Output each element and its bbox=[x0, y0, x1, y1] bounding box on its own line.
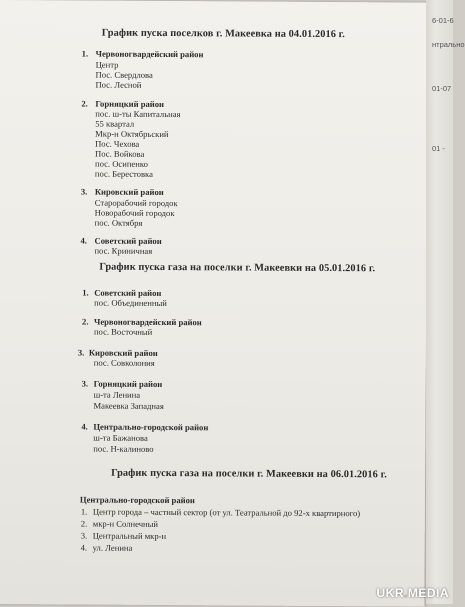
s1-d2-name: Горняцкий район bbox=[95, 98, 165, 110]
s2-d4-num: 3. bbox=[81, 378, 89, 389]
s3-item-text: Центр города – частный сектор (от ул. Театральной до 92-х квартирного) bbox=[92, 506, 361, 519]
next-page-edge bbox=[426, 0, 465, 604]
s3-item-num: 2. bbox=[80, 518, 88, 529]
s2-d2-name: Червоногвардейский район bbox=[94, 316, 202, 328]
watermark-dot: . bbox=[403, 586, 408, 600]
watermark-text-rest: MEDIA bbox=[407, 586, 449, 600]
s1-d1-item: Пос. Свердлова bbox=[95, 69, 153, 80]
s1-d4-item: пос. Криничная bbox=[94, 245, 153, 256]
ukr-media-watermark bbox=[376, 586, 449, 600]
s2-d1-item: пос. Объединенный bbox=[94, 297, 167, 309]
s1-d2-item: пос. ш-ты Капитальная bbox=[95, 108, 181, 120]
s3-item-text: ул. Ленина bbox=[92, 542, 133, 553]
section-2-title: График пуска газа на поселки г. Макеевки на 05.01.2016 г. bbox=[99, 261, 376, 275]
s1-d3-item: Старорабочий городок bbox=[94, 197, 178, 209]
s2-d4-item: Макеевка Западная bbox=[93, 400, 164, 412]
s2-d5-item: ш-та Бажанова bbox=[93, 432, 148, 443]
s2-d3-name: Кировский район bbox=[88, 347, 158, 358]
s3-district-name: Центрально-городской район bbox=[79, 494, 195, 506]
s1-d2-item: Пос. Чехова bbox=[95, 138, 140, 149]
s1-d1-item: Центр bbox=[95, 59, 119, 70]
s3-item-text: мкр-н Солнечный bbox=[92, 518, 159, 529]
s3-item-num: 3. bbox=[80, 530, 88, 541]
s2-d2-num: 2. bbox=[82, 316, 89, 327]
s2-d5-num: 4. bbox=[81, 421, 88, 432]
s3-item-num: 4. bbox=[80, 542, 88, 553]
s1-d2-num: 2. bbox=[81, 98, 88, 109]
s2-d4-item: ш-та Ленина bbox=[93, 389, 141, 400]
s2-d3-item: пос. Совколония bbox=[93, 357, 155, 368]
s1-d4-num: 4. bbox=[80, 235, 88, 246]
s2-d3-num: 3. bbox=[77, 347, 85, 358]
s1-d1-item: Пос. Лесной bbox=[95, 79, 142, 90]
section-1-title: График пуска поселков г. Макеевка на 04.01.2016 г. bbox=[101, 27, 346, 41]
s1-d3-item: Новорабочий городок bbox=[94, 207, 175, 219]
s1-d2-item: пос. Берестовка bbox=[94, 168, 153, 179]
s2-d1-name: Советский район bbox=[94, 287, 162, 298]
s1-d3-item: пос. Октября bbox=[94, 217, 143, 228]
s1-d2-item: пос. Осипенко bbox=[94, 158, 148, 169]
s2-d5-name: Центрально-городской район bbox=[93, 421, 209, 433]
s2-d1-num: 1. bbox=[82, 287, 89, 298]
next-page-fragment: 01-07 bbox=[432, 84, 452, 93]
watermark-text-main: UKR bbox=[376, 586, 404, 600]
s2-d2-item: пос. Восточный bbox=[93, 326, 153, 337]
s1-d1-name: Червоногвардейский район bbox=[95, 48, 204, 60]
s1-d2-item: Мкр-н Октябрьский bbox=[95, 128, 169, 140]
s1-d3-num: 3. bbox=[80, 186, 88, 197]
s1-d1-num: 1. bbox=[81, 48, 89, 59]
s1-d2-item: Пос. Войкова bbox=[95, 148, 145, 159]
s2-d4-name: Горняцкий район bbox=[93, 378, 163, 389]
s3-item-text: Центральный мкр-н bbox=[92, 530, 167, 542]
s2-d5-item: пос. Н-калиново bbox=[93, 443, 154, 454]
next-page-fragment: 6-01-6 bbox=[432, 16, 454, 25]
section-3-title: График пуска газа на поселки г. Макеевки на 06.01.2016 г. bbox=[111, 467, 387, 481]
s1-d2-item: 55 квартал bbox=[95, 118, 135, 129]
next-page-fragment: нтрально bbox=[432, 40, 465, 49]
s1-d4-name: Советский район bbox=[94, 235, 162, 246]
s3-item-num: 1. bbox=[80, 506, 88, 517]
s1-d3-name: Кировский район bbox=[94, 186, 164, 198]
next-page-fragment: 01 - bbox=[432, 144, 445, 153]
